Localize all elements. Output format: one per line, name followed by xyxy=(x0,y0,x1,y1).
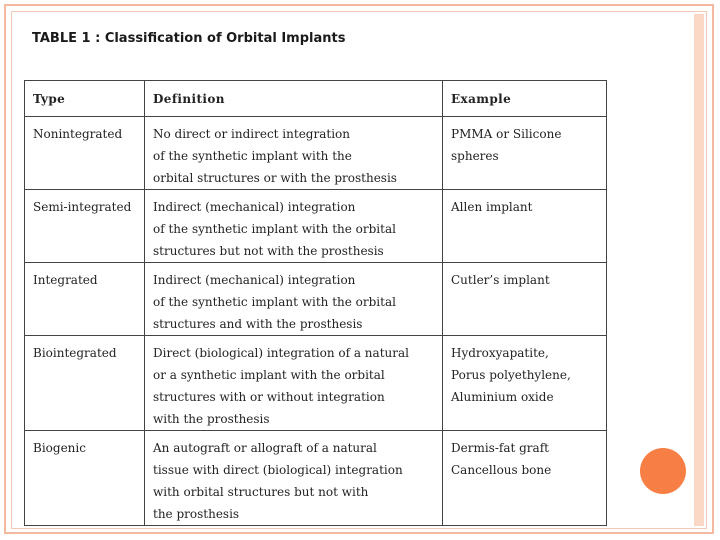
definition-cell xyxy=(145,190,443,263)
definition-line: structures but not with the prosthesis xyxy=(153,244,384,258)
definition-line: or a synthetic implant with the orbital xyxy=(153,368,385,382)
definition-line: of the synthetic implant with the orbital xyxy=(153,222,396,236)
table-header-row xyxy=(25,81,607,117)
type-cell: Nonintegrated xyxy=(25,117,145,190)
example-cell xyxy=(443,336,607,431)
definition-line: tissue with direct (biological) integration xyxy=(153,463,403,477)
definition-line: No direct or indirect integration xyxy=(153,127,350,141)
example-line: Hydroxyapatite, xyxy=(451,346,549,360)
example-line: Cancellous bone xyxy=(451,463,552,477)
definition-line: orbital structures or with the prosthesis xyxy=(153,171,397,185)
table-row xyxy=(25,431,607,526)
example-line: Porus polyethylene, xyxy=(451,368,571,382)
decorative-strip xyxy=(694,14,704,526)
example-line: spheres xyxy=(451,149,499,163)
type-cell: Semi-integrated xyxy=(25,190,145,263)
example-cell xyxy=(443,190,607,263)
definition-line: Indirect (mechanical) integration xyxy=(153,200,356,214)
definition-cell xyxy=(145,263,443,336)
type-cell: Integrated xyxy=(25,263,145,336)
definition-line: An autograft or allograft of a natural xyxy=(153,441,377,455)
definition-line: structures and with the prosthesis xyxy=(153,317,363,331)
definition-line: of the synthetic implant with the orbital xyxy=(153,295,396,309)
header-type: Type xyxy=(25,81,145,117)
definition-line: structures with or without integration xyxy=(153,390,385,404)
table-row xyxy=(25,190,607,263)
type-cell: Biointegrated xyxy=(25,336,145,431)
example-cell xyxy=(443,263,607,336)
table-row xyxy=(25,336,607,431)
example-line: Cutler’s implant xyxy=(451,273,550,287)
example-line: PMMA or Silicone xyxy=(451,127,562,141)
definition-line: of the synthetic implant with the xyxy=(153,149,352,163)
definition-line: with the prosthesis xyxy=(153,412,270,426)
example-cell xyxy=(443,431,607,526)
decorative-circle xyxy=(640,448,686,494)
table-title: TABLE 1 : Classification of Orbital Implants xyxy=(32,31,346,46)
definition-line: with orbital structures but not with xyxy=(153,485,369,499)
header-example: Example xyxy=(443,81,607,117)
definition-line: the prosthesis xyxy=(153,507,240,521)
type-cell: Biogenic xyxy=(25,431,145,526)
table-row xyxy=(25,263,607,336)
definition-cell xyxy=(145,431,443,526)
example-line: Aluminium oxide xyxy=(451,390,554,404)
table-row xyxy=(25,117,607,190)
definition-cell xyxy=(145,336,443,431)
definition-line: Direct (biological) integration of a natural xyxy=(153,346,409,360)
classification-table xyxy=(24,80,607,526)
definition-cell xyxy=(145,117,443,190)
header-definition: Definition xyxy=(145,81,443,117)
example-cell xyxy=(443,117,607,190)
example-line: Allen implant xyxy=(451,200,533,214)
definition-line: Indirect (mechanical) integration xyxy=(153,273,356,287)
example-line: Dermis-fat graft xyxy=(451,441,549,455)
